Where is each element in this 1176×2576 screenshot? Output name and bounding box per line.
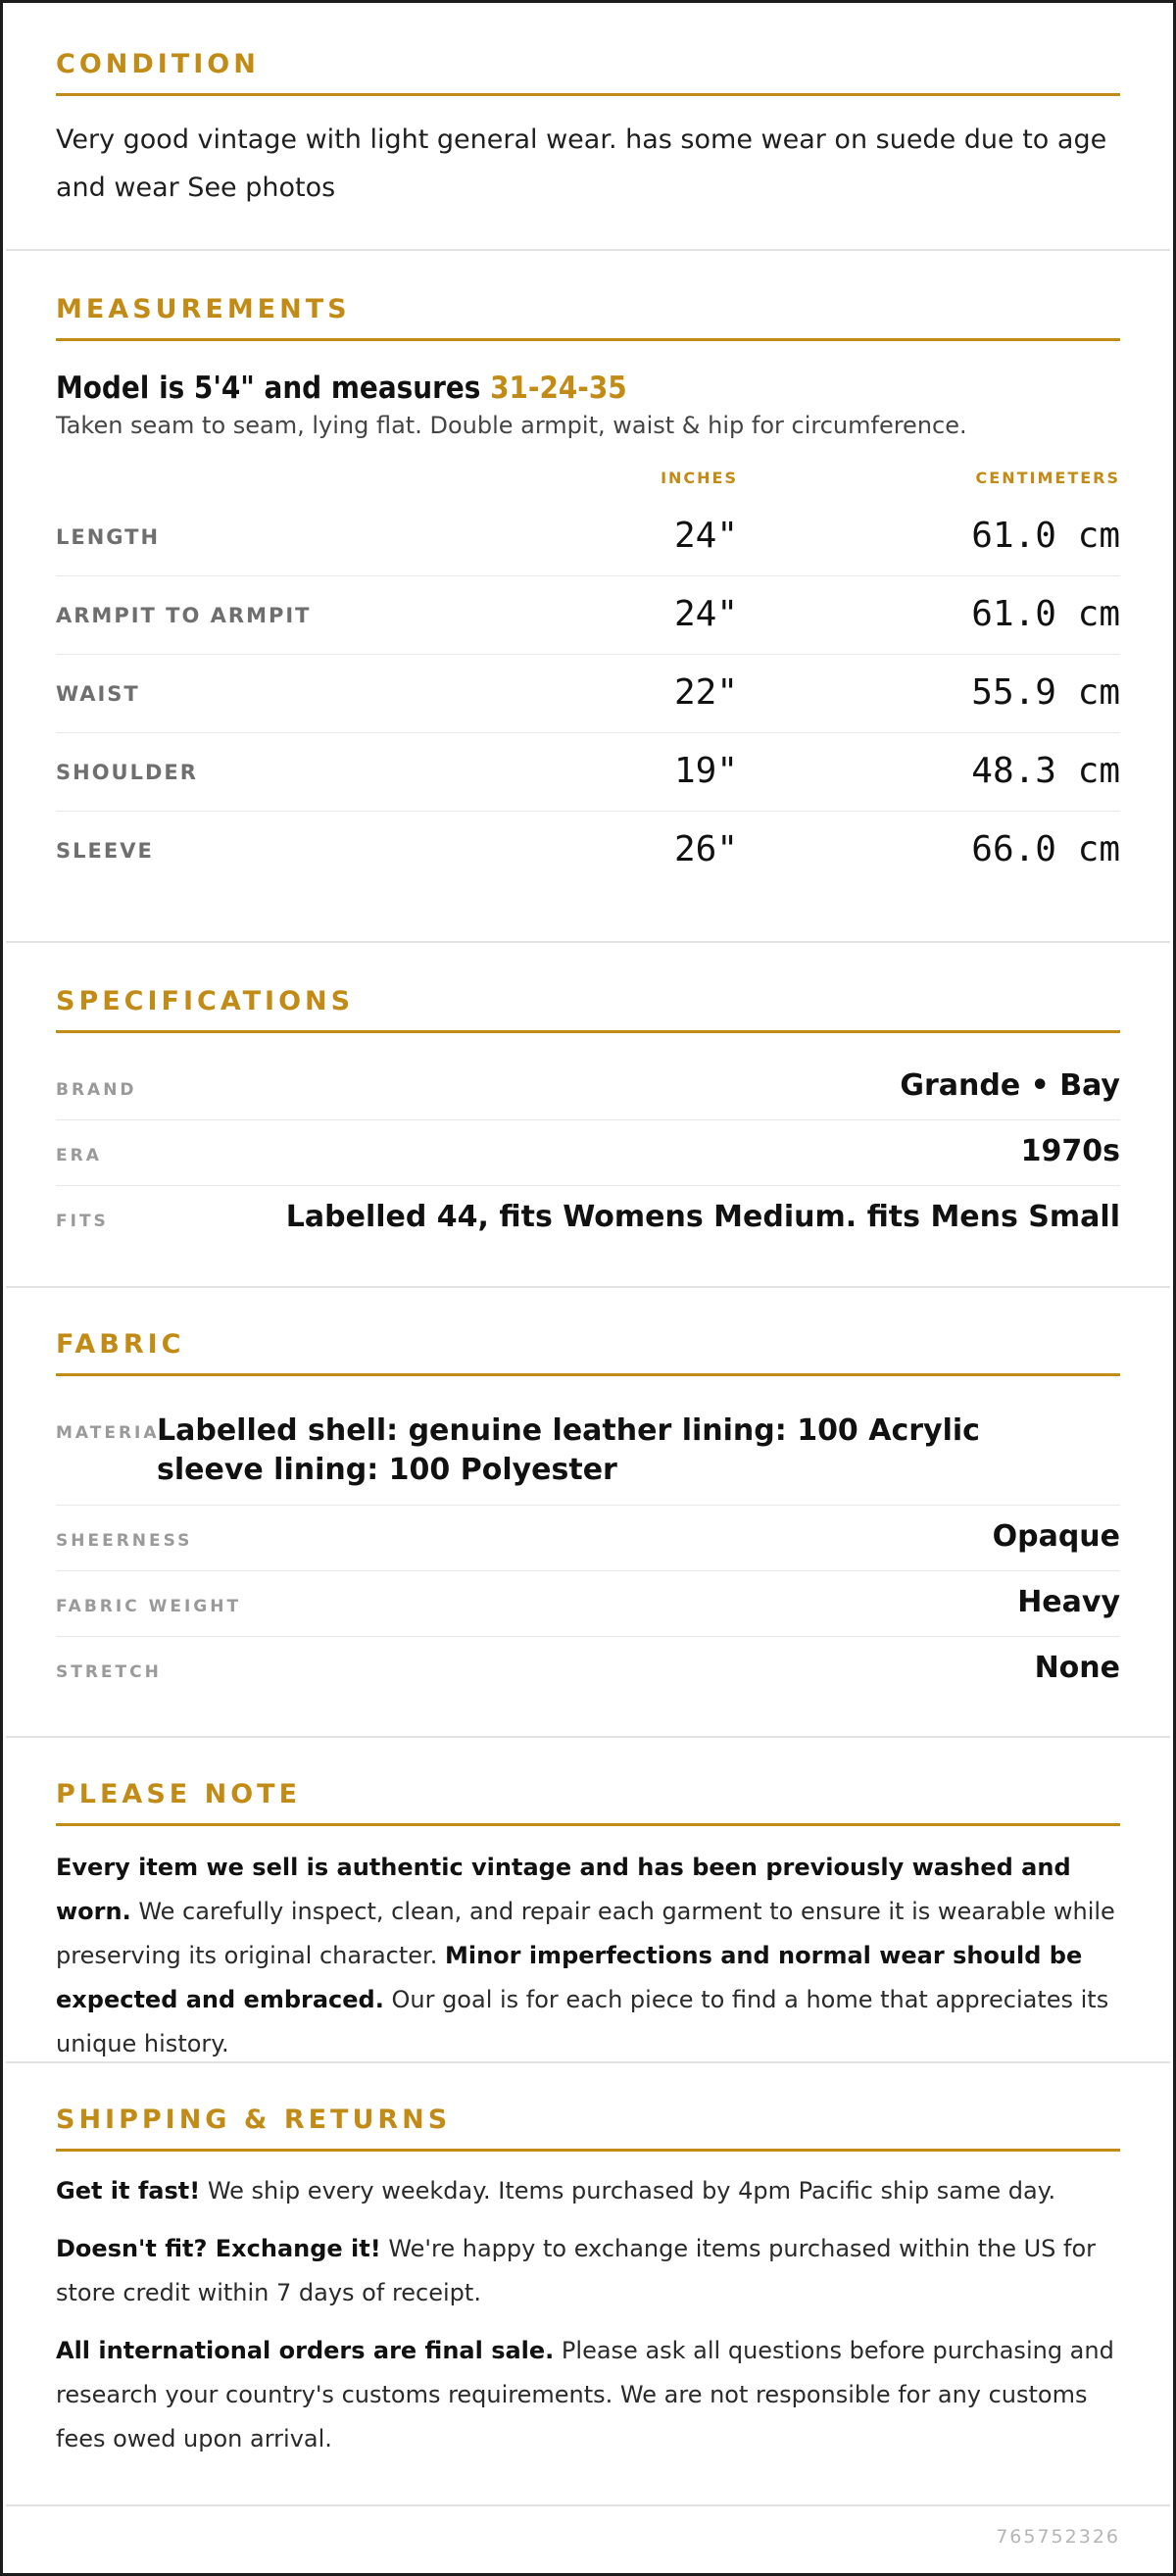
column-header-inches: INCHES (661, 469, 738, 487)
fabric-row-stretch (56, 1637, 1120, 1703)
fabric-row-sheerness (56, 1506, 1120, 1571)
spec-label: FITS (56, 1212, 109, 1231)
spec-label: STRETCH (56, 1662, 162, 1682)
note-text-2: Our goal is for each piece to find a home that appreciates its unique history. (56, 1986, 1109, 2057)
note-text-1: We carefully inspect, clean, and repair each garment to ensure it is wearable while preserving its original character. (56, 1898, 1115, 1969)
please-note-heading: PLEASE NOTE (56, 1779, 1120, 1826)
measurement-row-shoulder (56, 733, 1120, 812)
shipping-section (6, 2063, 1170, 2506)
spec-value: Heavy (1017, 1585, 1120, 1619)
specifications-section (6, 943, 1170, 1288)
spec-value: Grande • Bay (900, 1068, 1120, 1103)
shipping-paragraph-fast (56, 2169, 1120, 2213)
material-value: Labelled shell: genuine leather lining: 100 Acrylic sleeve lining: 100 Polyester (157, 1413, 980, 1487)
fabric-table (56, 1398, 1120, 1702)
spec-value: Opaque (992, 1519, 1120, 1554)
spec-row-fits (56, 1186, 1120, 1252)
spec-label: BRAND (56, 1080, 137, 1100)
spec-value: None (1034, 1651, 1120, 1685)
measurement-label: WAIST (56, 682, 140, 706)
condition-text: Very good vintage with light general wear. has some wear on suede due to age and wear See photos (56, 124, 1107, 203)
condition-heading: CONDITION (56, 49, 1120, 96)
note-bold-1: Every item we sell is authentic vintage and has been previously washed and worn. (56, 1854, 1071, 1925)
shipping-paragraph-exchange (56, 2227, 1120, 2315)
measurement-label: LENGTH (56, 525, 161, 549)
measurements-heading: MEASUREMENTS (56, 294, 1120, 341)
measurement-cm: 66.0 cm (971, 829, 1120, 869)
spec-label: ERA (56, 1146, 102, 1165)
shipping-paragraph-international (56, 2329, 1120, 2461)
please-note-text (56, 1846, 1120, 2066)
measurement-row-sleeve (56, 812, 1120, 890)
fabric-heading: FABRIC (56, 1329, 1120, 1376)
measurement-label: SHOULDER (56, 761, 198, 784)
specifications-table (56, 1055, 1120, 1252)
measurement-inches: 26" (673, 829, 738, 869)
condition-section (6, 3, 1170, 251)
spec-label: SHEERNESS (56, 1531, 193, 1551)
spec-value: 1970s (1020, 1134, 1120, 1168)
shipping-text: We're happy to exchange items purchased within the US for store credit within 7 days of receipt. (56, 2235, 1097, 2306)
specifications-heading: SPECIFICATIONS (56, 986, 1120, 1033)
model-measures-value: 31-24-35 (490, 371, 627, 406)
measurements-section (6, 251, 1170, 943)
spec-row-brand (56, 1055, 1120, 1120)
model-prefix: Model is 5'4" and measures (56, 371, 491, 406)
fabric-row-weight (56, 1571, 1120, 1637)
measurement-row-waist (56, 655, 1120, 733)
shipping-text: Please ask all questions before purchasing and research your country's customs requirements. We are not responsible for any customs fees owed upon arrival. (56, 2337, 1114, 2452)
shipping-bold: Get it fast! (56, 2177, 201, 2204)
measurement-label: SLEEVE (56, 839, 154, 863)
note-bold-2: Minor imperfections and normal wear should be expected and embraced. (56, 1942, 1083, 2013)
measurements-subtitle: Taken seam to seam, lying flat. Double armpit, waist & hip for circumference. (56, 412, 967, 439)
measurement-cm: 61.0 cm (971, 594, 1120, 634)
spec-label: MATERIAL (56, 1423, 173, 1443)
measurement-cm: 48.3 cm (971, 751, 1120, 791)
shipping-heading: SHIPPING & RETURNS (56, 2105, 1120, 2152)
shipping-text: We ship every weekday. Items purchased by 4pm Pacific ship same day. (200, 2177, 1056, 2204)
shipping-bold: All international orders are final sale. (56, 2337, 555, 2364)
measurement-row-armpit (56, 576, 1120, 655)
measurement-inches: 22" (673, 672, 738, 713)
measurement-cm: 55.9 cm (971, 672, 1120, 713)
spec-label: FABRIC WEIGHT (56, 1597, 242, 1616)
spec-value: Labelled 44, fits Womens Medium. fits Mens Small (285, 1200, 1120, 1234)
fabric-row-material (56, 1398, 1120, 1506)
model-measures-line (56, 371, 1120, 406)
measurement-inches: 19" (673, 751, 738, 791)
measurement-inches: 24" (673, 594, 738, 634)
please-note-section (6, 1738, 1170, 2063)
fabric-section (6, 1288, 1170, 1738)
measurement-cm: 61.0 cm (971, 516, 1120, 556)
measurement-row-length (56, 498, 1120, 576)
spec-row-era (56, 1120, 1120, 1186)
measurements-table (56, 498, 1120, 890)
column-header-centimeters: CENTIMETERS (975, 469, 1120, 487)
item-id: 765752326 (996, 2526, 1120, 2548)
footer (6, 2506, 1170, 2573)
shipping-bold: Doesn't fit? Exchange it! (56, 2235, 381, 2262)
measurement-label: ARMPIT TO ARMPIT (56, 604, 312, 627)
measurement-inches: 24" (673, 516, 738, 556)
